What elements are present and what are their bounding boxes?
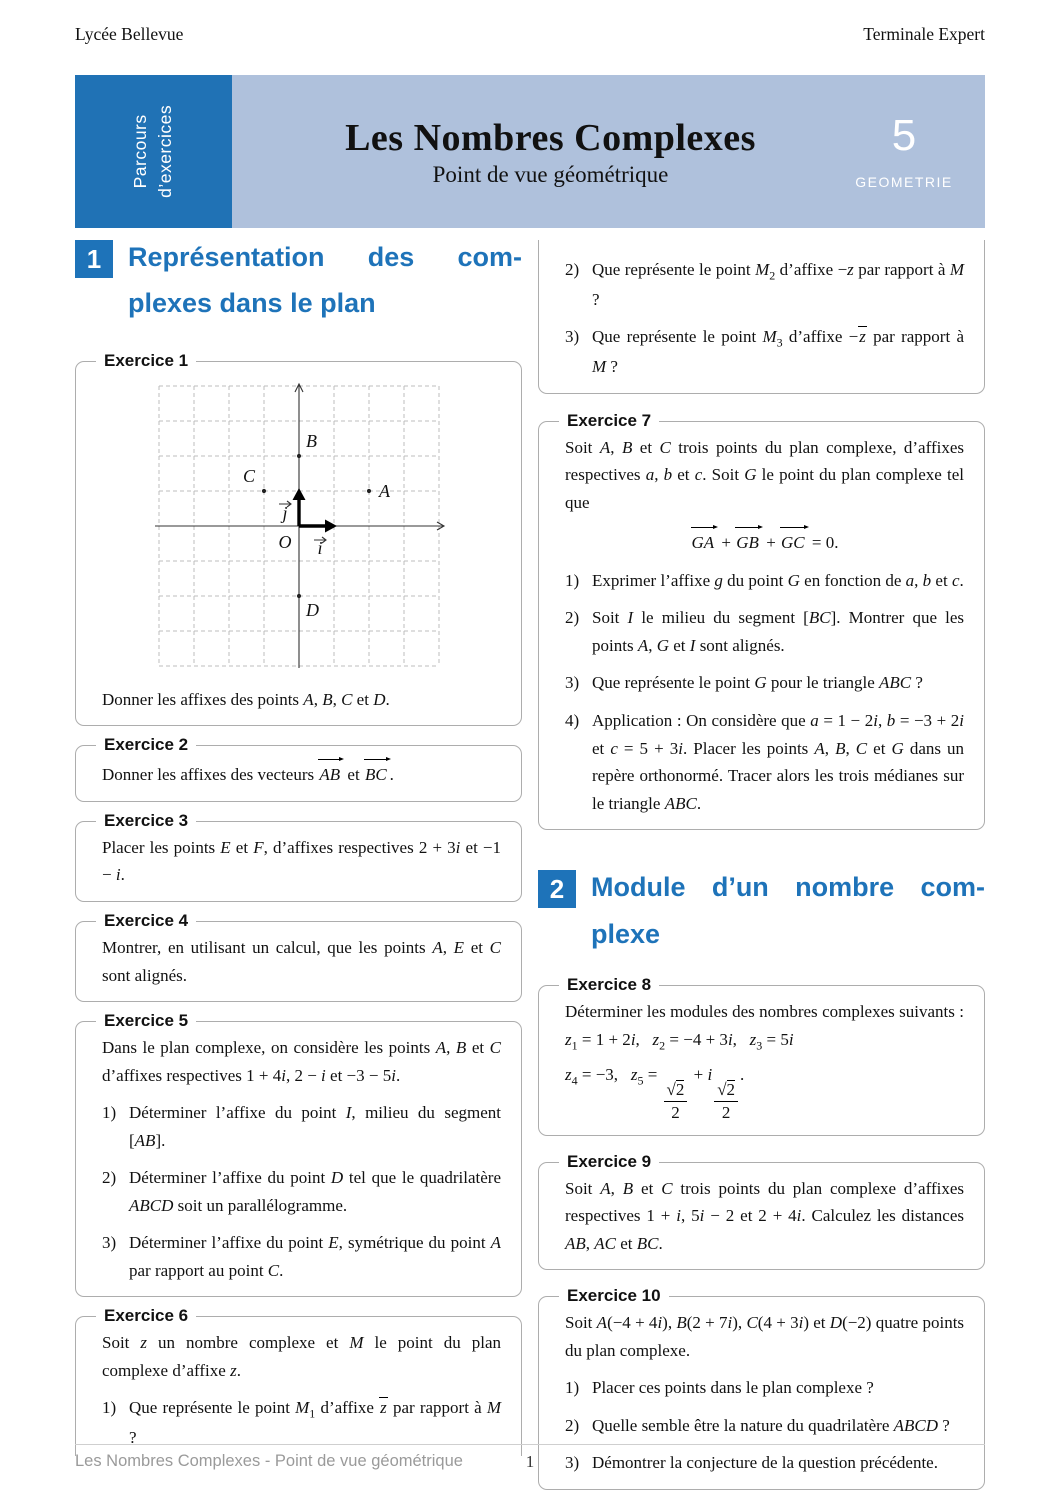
list-item: 3) Que représente le point $M_3$ d’affixe −z par rapport à M ? xyxy=(565,327,964,377)
list-item: 2) Que représente le point $M_2$ d’affixe −z par rapport à M ? xyxy=(565,260,964,309)
footer-rule xyxy=(75,1444,985,1445)
exercise-8-card xyxy=(538,974,985,1136)
i-vector-label: i xyxy=(316,537,323,558)
list-item: 1) Placer ces points dans le plan complexe ? xyxy=(565,1378,874,1398)
left-column xyxy=(75,240,522,1448)
plane-svg xyxy=(89,376,509,678)
list-item: 1) Que représente le point $M_1$ d’affixe z par rapport à M ? xyxy=(102,1398,501,1448)
exercise-6-card xyxy=(75,1306,522,1455)
list-item: 3) Que représente le point G pour le triangle ABC ? xyxy=(565,673,923,693)
list-item: 4) Application : On considère que a = 1 − 2i, b = −3 + 2i et c = 5 + 3i. Placer les points A, B, C et G dans un repère orthonormé. Tracer alors les trois médianes sur le triangle ABC. xyxy=(565,710,965,813)
exercise-6-title: Exercice 6 xyxy=(96,1303,196,1329)
section-1-title: Représentation des com- plexes dans le plan xyxy=(128,242,522,319)
exercise-7-equation: GA + GB + GC = 0. xyxy=(565,526,964,557)
exercise-5-card xyxy=(75,1011,522,1297)
section-1-heading xyxy=(75,240,522,327)
origin-label: O xyxy=(278,531,291,552)
point-dot-B xyxy=(296,454,300,458)
banner-title-block xyxy=(232,75,829,228)
exercise-7-title: Exercice 7 xyxy=(559,408,659,434)
chapter-number: 5 xyxy=(891,110,917,160)
exercise-8-title: Exercice 8 xyxy=(559,972,659,998)
exercise-5-items xyxy=(102,1099,501,1284)
point-dot-C xyxy=(261,489,265,493)
header-school: Lycée Bellevue xyxy=(75,24,184,44)
list-item: 2) Soit I le milieu du segment [BC]. Montrer que les points A, G et I sont alignés. xyxy=(565,608,964,655)
exercise-3-card xyxy=(75,810,522,902)
exercise-7-items xyxy=(565,567,964,817)
exercise-9-body: Soit A, B et C trois points du plan complexe d’affixes respectives 1 + i, 5i − 2 et 2 + 4i. Calculez les distances AB, AC et BC. xyxy=(565,1178,965,1253)
exercise-2-title: Exercice 2 xyxy=(96,732,196,758)
exercise-10-intro: Soit A(−4 + 4i), B(2 + 7i), C(4 + 3i) et D(−2) quatre points du plan complexe. xyxy=(565,1313,965,1360)
point-label-C: C xyxy=(242,465,255,486)
exercise-5-title: Exercice 5 xyxy=(96,1008,196,1034)
exercise-7-card xyxy=(538,410,985,830)
exercise-9-card xyxy=(538,1151,985,1271)
exercise-2-body: Donner les affixes des vecteurs AB et BC . xyxy=(102,758,501,789)
exercise-1-title: Exercice 1 xyxy=(96,348,196,374)
list-item: 1) Exprimer l’affixe g du point G en fonction de a, b et c. xyxy=(565,570,964,590)
section-2-heading xyxy=(538,870,985,957)
point-label-D: D xyxy=(305,599,319,620)
section-2-title: Module d’un nombre com- plexe xyxy=(591,872,985,949)
footer-title: Les Nombres Complexes - Point de vue géométrique xyxy=(75,1452,463,1470)
page-footer xyxy=(75,1452,985,1471)
exercise-10-title: Exercice 10 xyxy=(559,1283,669,1309)
banner-main xyxy=(232,75,985,228)
exercise-2-card xyxy=(75,735,522,802)
section-1-number: 1 xyxy=(75,240,113,278)
list-item: 2) Quelle semble être la nature du quadrilatère ABCD ? xyxy=(565,1415,950,1435)
point-label-A: A xyxy=(378,480,390,501)
exercise-3-title: Exercice 3 xyxy=(96,808,196,834)
j-vector-label: j xyxy=(281,502,288,523)
header-level: Terminale Expert xyxy=(863,24,985,44)
list-item: 2) Déterminer l’affixe du point D tel que le quadrilatère ABCD soit un parallélogramme. xyxy=(102,1168,501,1215)
complex-plane-figure xyxy=(90,376,507,678)
exercise-6-intro: Soit z un nombre complexe et M le point du plan complexe d’affixe z. xyxy=(102,1333,501,1380)
list-item: 3) Déterminer l’affixe du point E, symétrique du point A par rapport au point C. xyxy=(102,1233,501,1280)
exercise-1-body: Donner les affixes des points A, B, C et D. xyxy=(102,689,390,709)
right-column xyxy=(538,240,985,1473)
vector-j-arrowhead xyxy=(292,488,305,500)
chapter-title: Les Nombres Complexes xyxy=(345,116,756,159)
chapter-number-block xyxy=(829,75,985,228)
banner-side-box xyxy=(75,75,232,228)
banner-side-label: Parcours d’exercices xyxy=(130,104,176,199)
exercise-4-title: Exercice 4 xyxy=(96,908,196,934)
exercise-7-intro: Soit A, B et C trois points du plan complexe, d’affixes respectives a, b et c. Soit G le point du plan complexe tel que xyxy=(565,437,965,512)
exercise-6-continuation-card xyxy=(538,240,985,394)
exercise-8-formula: $z_4 = -3$, $z_5$ = $\frac{√2}{2}$ + i $\frac{√2}{2}$ . xyxy=(565,1065,745,1123)
exercise-3-body: Placer les points E et F, d’affixes respectives 2 + 3i et −1 − i. xyxy=(102,837,502,885)
point-label-B: B xyxy=(305,430,317,451)
exercise-4-card xyxy=(75,911,522,1002)
chapter-subtitle: Point de vue géométrique xyxy=(432,161,669,187)
exercise-4-body: Montrer, en utilisant un calcul, que les points A, E et C sont alignés. xyxy=(102,938,501,985)
exercise-6-cont-items xyxy=(565,256,964,381)
point-dot-D xyxy=(296,594,300,598)
page-header xyxy=(75,24,985,45)
exercise-9-title: Exercice 9 xyxy=(559,1149,659,1175)
exercise-8-body: Déterminer les modules des nombres complexes suivants : $z_1 = 1 + 2i$, $z_2 = -4 + 3i$, $z_3 = 5i$ xyxy=(565,1001,964,1052)
point-dot-A xyxy=(366,489,370,493)
exercise-5-intro: Dans le plan complexe, on considère les points A, B et C d’affixes respectives 1 + 4i, 2 − i et −3 − 5i. xyxy=(102,1038,502,1085)
chapter-banner xyxy=(75,75,985,228)
list-item: 3) Démontrer la conjecture de la question précédente. xyxy=(565,1453,938,1473)
chapter-category: GEOMETRIE xyxy=(855,173,953,190)
page-number: 1 xyxy=(525,1452,535,1471)
section-2-number: 2 xyxy=(538,870,576,908)
exercise-1-card xyxy=(75,350,522,727)
vector-i-arrowhead xyxy=(325,519,337,532)
list-item: 1) Déterminer l’affixe du point I, milieu du segment [AB]. xyxy=(102,1103,501,1150)
